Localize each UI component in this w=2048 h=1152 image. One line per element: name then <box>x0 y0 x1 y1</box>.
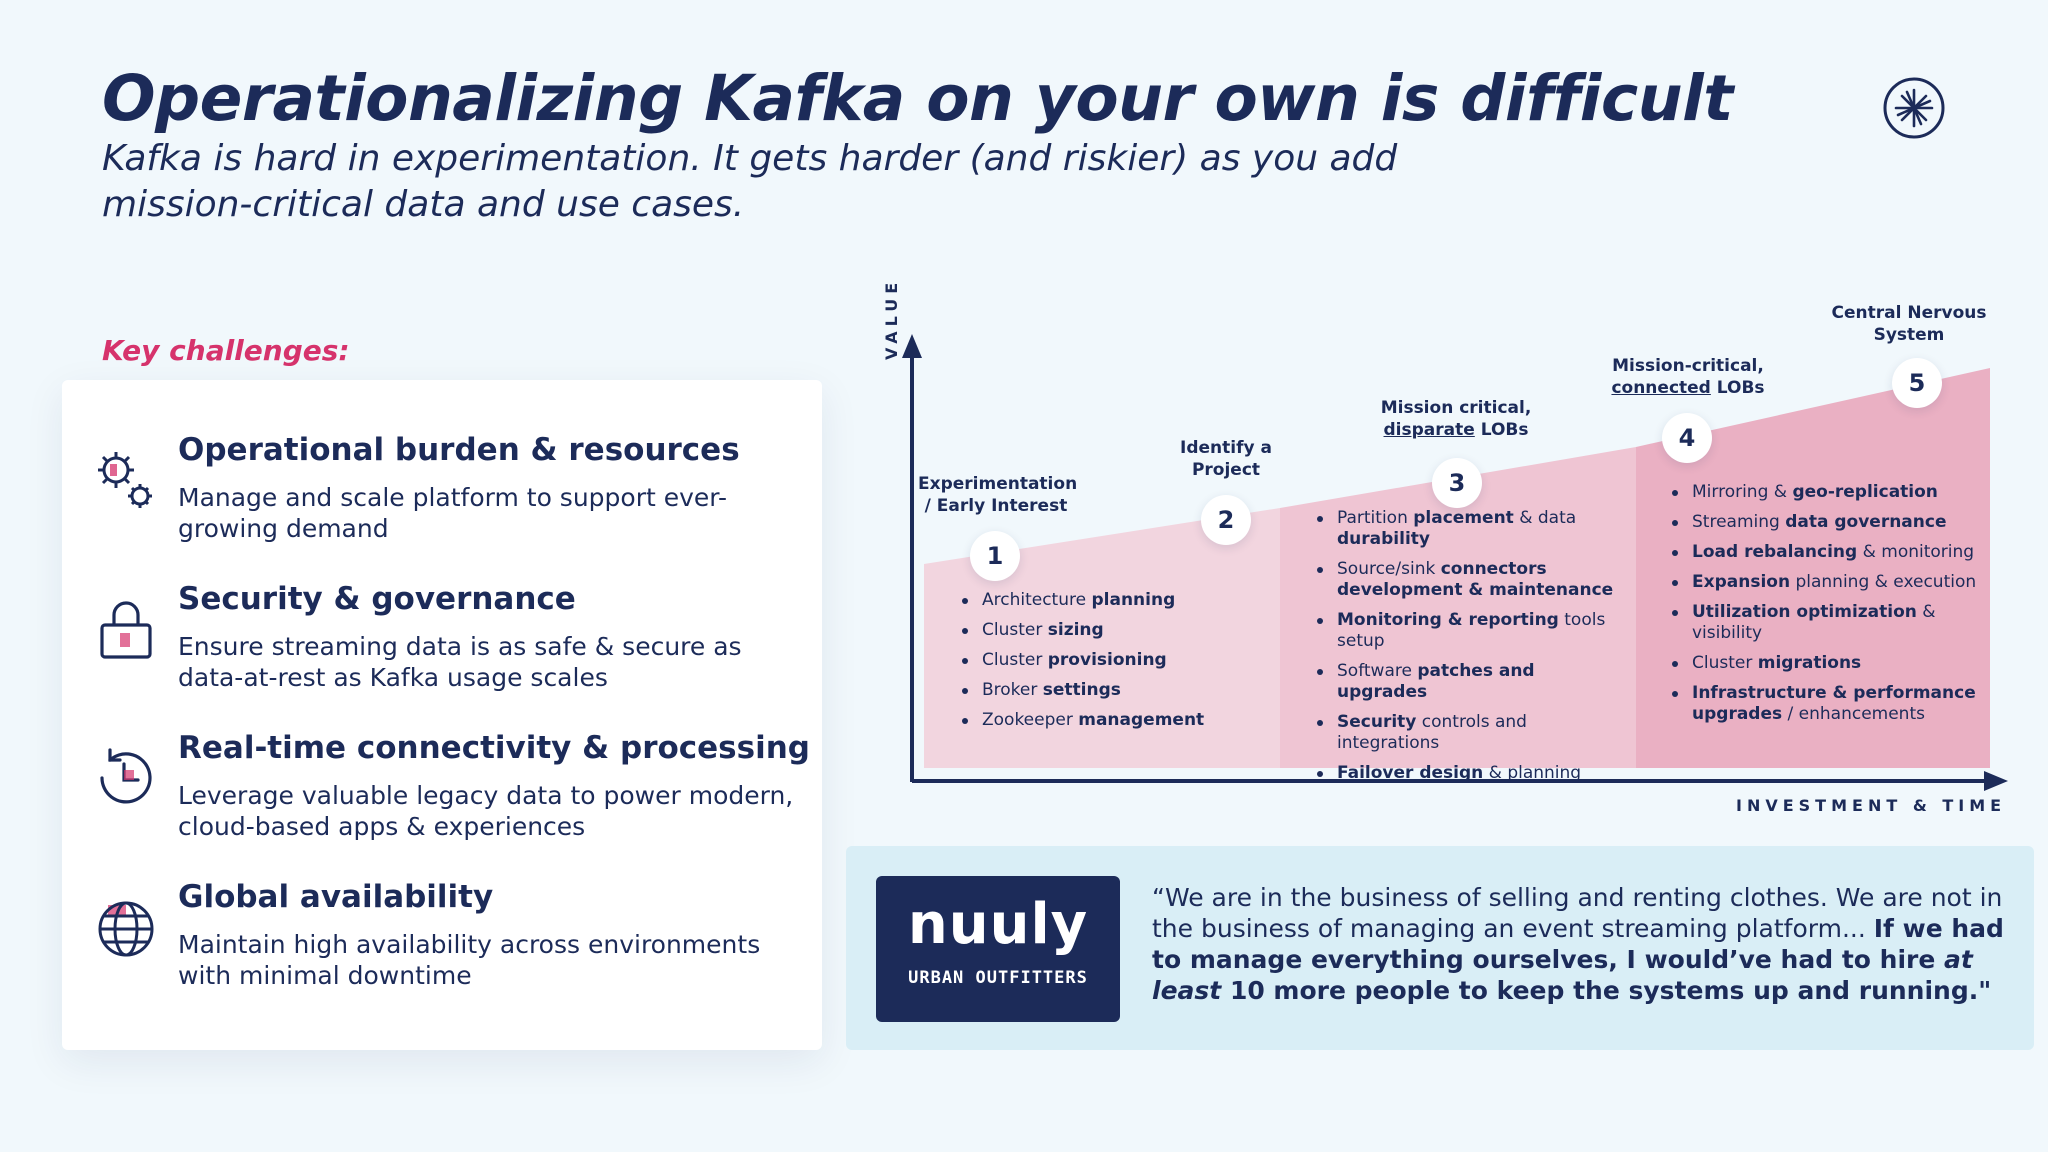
quote-text: “We are in the business of selling and renting clothes. We are not in the business of managing an event streaming platform... If we had to manage everything ourselves, I would’ve had to hire at least 10 more people to keep the systems up and running." <box>1152 883 2004 1005</box>
list-item: Load rebalancing & monitoring <box>1670 542 1990 563</box>
stage-circle-1: 1 <box>970 531 1020 581</box>
stage-label-3: Mission critical, disparate LOBs <box>1380 398 1532 440</box>
stage-3-bullets <box>1315 508 1625 793</box>
list-item: Cluster migrations <box>1670 653 1990 674</box>
challenge-desc: Leverage valuable legacy data to power modern, cloud-based apps & experiences <box>178 781 794 841</box>
list-item: Monitoring & reporting tools setup <box>1315 610 1625 652</box>
asterisk-star-icon <box>1882 76 1946 140</box>
challenge-title: Security & governance <box>178 581 576 617</box>
brand-subtitle: URBAN OUTFITTERS <box>908 968 1088 988</box>
clock-refresh-icon <box>90 742 162 814</box>
list-item: Partition placement & data durability <box>1315 508 1625 550</box>
list-item: Security controls and integrations <box>1315 712 1625 754</box>
page-title: Operationalizing Kafka on your own is difficult <box>102 62 1733 135</box>
brand-logo <box>876 876 1120 1022</box>
list-item: Failover design & planning <box>1315 763 1625 784</box>
challenges-card <box>62 380 822 1050</box>
list-item: Cluster sizing <box>960 620 1250 641</box>
stage-circle-5: 5 <box>1892 358 1942 408</box>
lock-icon <box>90 593 162 665</box>
x-axis-arrow <box>1984 771 2008 791</box>
challenge-desc: Maintain high availability across environments with minimal downtime <box>178 930 761 990</box>
customer-quote-box <box>846 846 2034 1050</box>
list-item: Broker settings <box>960 680 1250 701</box>
stage-label-4: Mission-critical, connected LOBs <box>1611 356 1765 398</box>
globe-icon <box>90 891 162 963</box>
stage-circle-4: 4 <box>1662 413 1712 463</box>
list-item: Streaming data governance <box>1670 512 1990 533</box>
list-item: Zookeeper management <box>960 710 1250 731</box>
list-item: Infrastructure & performance upgrades / enhancements <box>1670 683 1990 725</box>
challenge-title: Global availability <box>178 879 494 915</box>
challenge-desc: Ensure streaming data is as safe & secure as data-at-rest as Kafka usage scales <box>178 632 742 692</box>
y-axis-label: VALUE <box>882 277 901 360</box>
list-item: Mirroring & geo-replication <box>1670 482 1990 503</box>
list-item: Cluster provisioning <box>960 650 1250 671</box>
stage-1-bullets <box>960 590 1250 740</box>
stage-4-bullets <box>1670 482 1990 734</box>
list-item: Architecture planning <box>960 590 1250 611</box>
list-item: Utilization optimization & visibility <box>1670 602 1990 644</box>
challenge-title: Operational burden & resources <box>178 432 740 468</box>
stage-label-5: Central Nervous System <box>1831 303 1987 345</box>
stage-label-2: Identify a Project <box>1180 438 1272 480</box>
page-subtitle: Kafka is hard in experimentation. It gets harder (and riskier) as you add mission-critical data and use cases. <box>102 138 1398 225</box>
list-item: Source/sink connectors development & maintenance <box>1315 559 1625 601</box>
challenge-desc: Manage and scale platform to support ever-growing demand <box>178 483 727 543</box>
y-axis-arrow <box>902 334 922 358</box>
stage-circle-3: 3 <box>1432 458 1482 508</box>
challenge-title: Real-time connectivity & processing <box>178 730 810 766</box>
key-challenges-heading: Key challenges: <box>102 334 350 367</box>
stage-circle-2: 2 <box>1201 495 1251 545</box>
gears-icon <box>90 444 162 516</box>
list-item: Expansion planning & execution <box>1670 572 1990 593</box>
x-axis-label: INVESTMENT & TIME <box>1736 796 2007 815</box>
list-item: Software patches and upgrades <box>1315 661 1625 703</box>
brand-name: nuuly <box>907 892 1089 957</box>
stage-label-1: Experimentation / Early Interest <box>918 474 1078 516</box>
